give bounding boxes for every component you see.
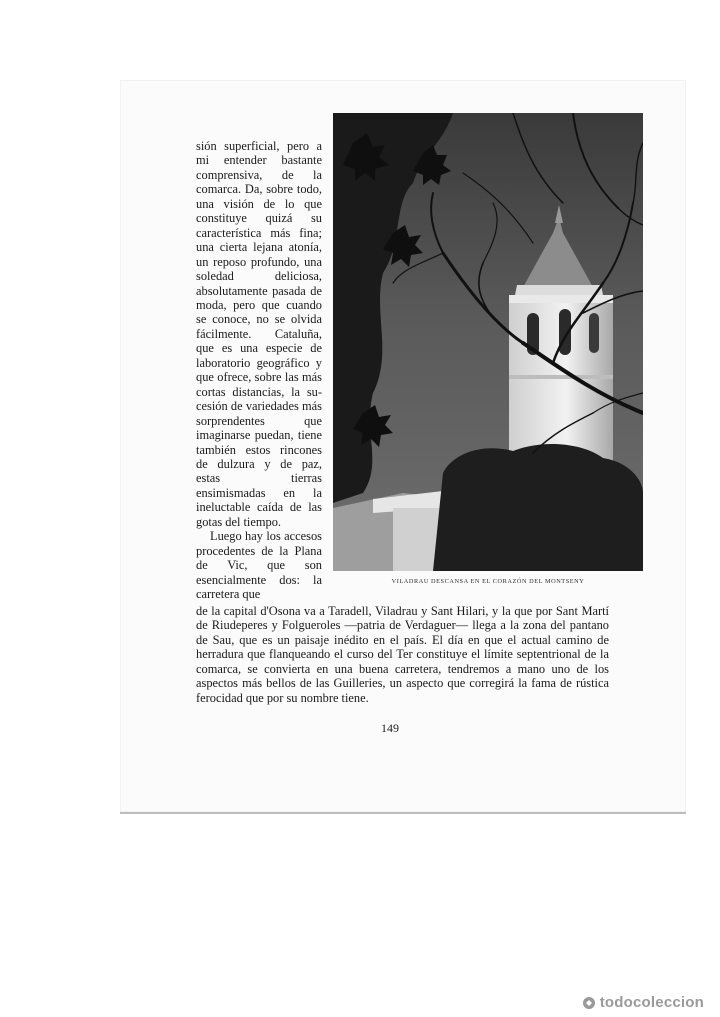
full-width-text: [196, 604, 609, 705]
paragraph-3: de la capital d'Osona va a Taradell, Viladrau y Sant Hilari, y la que por Sant Martí de Riudeperes y Folgueroles —patria de Verdaguer— llega a la zona del pantano de Sau, que es un paisaje inédito en el país. El día en que el actual camino de herradura que flanqueando el curso del Ter constituye el límite septentrional de la comarca, se convierta en una buena carretera, tendremos a mano uno de los aspectos más bellos de las Guilleries, un aspecto que corregirá la fama de rústica ferocidad que por su nombre tiene.: [196, 604, 609, 705]
photo-caption: VILADRAU DESCANSA EN EL CORAZÓN DEL MONTSENY: [391, 578, 585, 585]
watermark-text: todocoleccion: [599, 994, 704, 1011]
church-tower-photo: [333, 113, 643, 571]
page-number: 149: [381, 721, 399, 735]
narrow-text-column: [196, 139, 322, 602]
watermark-logo-icon: [582, 996, 596, 1010]
photo-illustration: [333, 113, 643, 571]
paragraph-1: sión superficial, pero a mi entender bastante comprensiva, de la comarca. Da, sobre todo, una visión de lo que constituye quizá su característica más fina; una cierta lejana atonía, un reposo profundo, una soledad deliciosa, absolutamente pasada de moda, pero que cuando se conoce, no se olvida fácilmente. Cataluña, que es una especie de laboratorio geográfico y que ofrece, sobre las más cortas distancias, la sucesión de variedades más sorprendentes que imaginarse puedan, tiene también estos rincones de dulzura y de paz, estas tierras ensimismadas en la ineluctable caída de las gotas del tiempo.: [196, 139, 322, 529]
watermark: [582, 994, 704, 1011]
paragraph-2: Luego hay los accesos procedentes de la Plana de Vic, que son esencialmente dos: la carretera que: [196, 529, 322, 602]
